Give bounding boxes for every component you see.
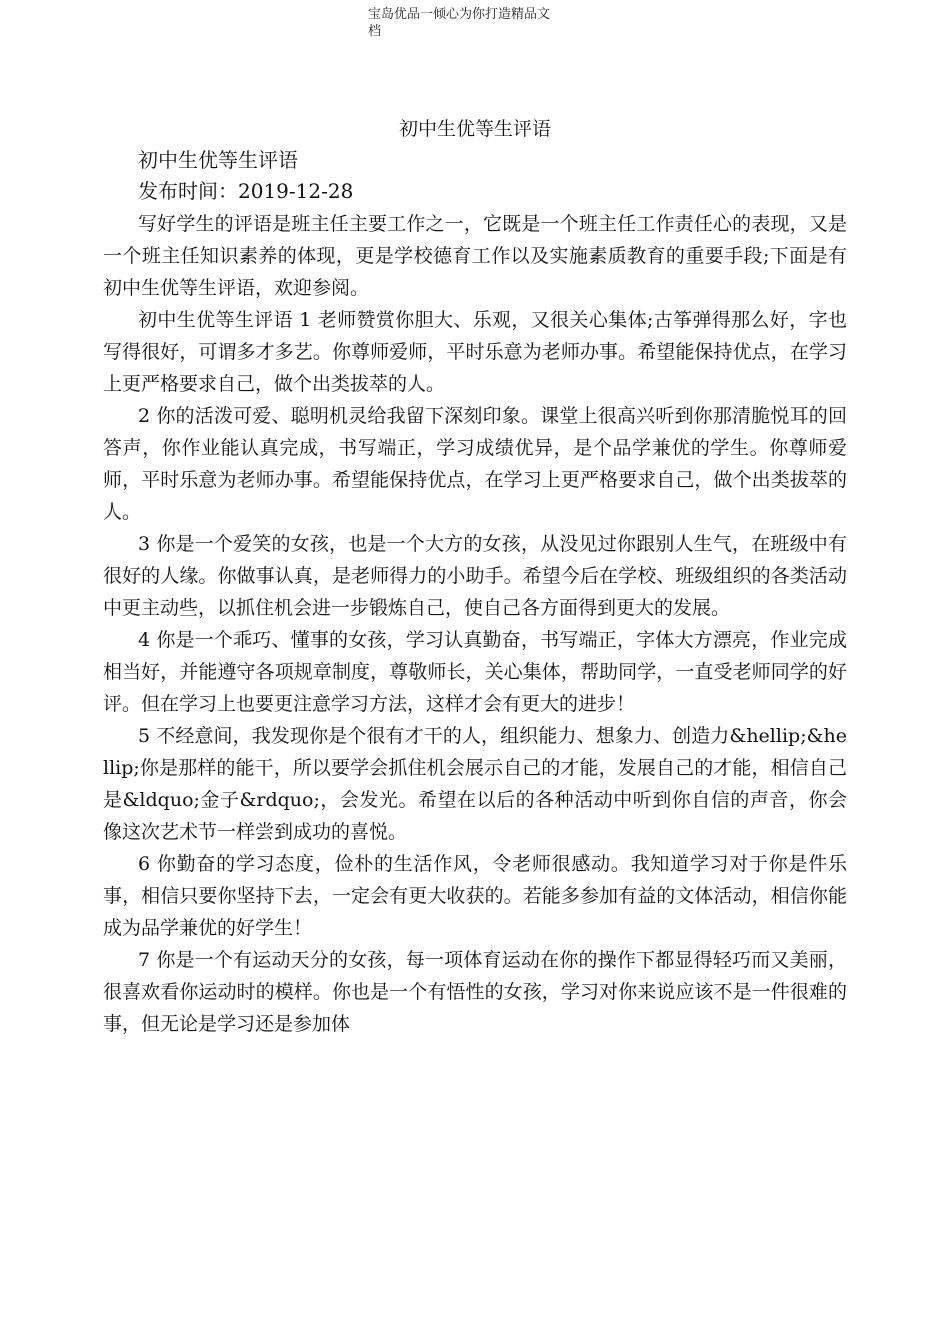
paragraph-comment-5: 5 不经意间，我发现你是个很有才干的人，组织能力、想象力、创造力&hellip;&hellip;你是那样的能干，所以要学会抓住机会展示自己的才能，发展自己的才能，相信自己是&ldquo;金子&rdquo;，会发光。希望在以后的各种活动中听到你自信的声音，你会像这次艺术节一样尝到成功的喜悦。	[103, 725, 847, 843]
document-title: 初中生优等生评语	[398, 118, 551, 140]
document-body	[103, 208, 847, 1040]
paragraph-comment-1: 初中生优等生评语 1 老师赞赏你胆大、乐观，又很关心集体;古筝弹得那么好，字也写得很好，可谓多才多艺。你尊师爱师，平时乐意为老师办事。希望能保持优点，在学习上更严格要求自己，做个出类拔萃的人。	[103, 309, 847, 395]
header-line-1: 宝岛优品一倾心为你打造精品文	[368, 7, 551, 22]
paragraph-comment-7: 7 你是一个有运动天分的女孩，每一项体育运动在你的操作下都显得轻巧而又美丽，很喜欢看你运动时的模样。你也是一个有悟性的女孩，学习对你来说应该不是一件很难的事，但无论是学习还是参加体	[103, 949, 847, 1035]
header-line-2: 档	[368, 24, 382, 39]
publish-date: 发布时间：2019-12-28	[138, 179, 354, 203]
page-header	[368, 6, 588, 40]
paragraph-comment-6: 6 你勤奋的学习态度，俭朴的生活作风，令老师很感动。我知道学习对于你是件乐事，相信只要你坚持下去，一定会有更大收获的。若能多参加有益的文体活动，相信你能成为品学兼优的好学生！	[103, 853, 847, 939]
paragraph-intro: 写好学生的评语是班主任主要工作之一，它既是一个班主任工作责任心的表现，又是一个班主任知识素养的体现，更是学校德育工作以及实施素质教育的重要手段;下面是有初中生优等生评语，欢迎参阅。	[103, 213, 847, 299]
document-subtitle: 初中生优等生评语	[138, 148, 298, 172]
paragraph-comment-2: 2 你的活泼可爱、聪明机灵给我留下深刻印象。课堂上很高兴听到你那清脆悦耳的回答声，你作业能认真完成，书写端正，学习成绩优异，是个品学兼优的学生。你尊师爱师，平时乐意为老师办事。希望能保持优点，在学习上更严格要求自己，做个出类拔萃的人。	[103, 405, 847, 523]
paragraph-comment-3: 3 你是一个爱笑的女孩，也是一个大方的女孩，从没见过你跟别人生气，在班级中有很好的人缘。你做事认真，是老师得力的小助手。希望今后在学校、班级组织的各类活动中更主动些，以抓住机会进一步锻炼自己，使自己各方面得到更大的发展。	[103, 533, 847, 619]
paragraph-comment-4: 4 你是一个乖巧、懂事的女孩，学习认真勤奋，书写端正，字体大方漂亮，作业完成相当好，并能遵守各项规章制度，尊敬师长，关心集体，帮助同学，一直受老师同学的好评。但在学习上也要更注意学习方法，这样才会有更大的进步！	[103, 629, 847, 715]
